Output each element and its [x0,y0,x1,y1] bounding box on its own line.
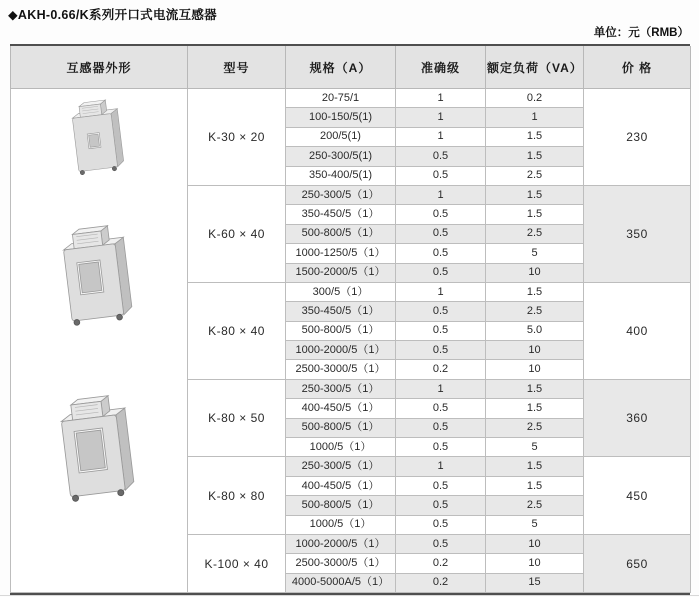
spec-table-wrap [10,44,690,595]
spec-cell: 1000-2000/5（1） [286,534,396,553]
model-cell: K-30 × 20 [188,89,286,186]
model-cell: K-80 × 50 [188,379,286,457]
spec-cell: 2500-3000/5（1） [286,554,396,573]
load-cell: 0.2 [486,89,584,108]
accuracy-cell: 1 [396,379,486,398]
load-cell: 1.5 [486,127,584,146]
spec-cell: 100-150/5(1) [286,108,396,127]
load-cell: 10 [486,341,584,360]
load-cell: 10 [486,534,584,553]
spec-cell: 1000-1250/5（1） [286,244,396,263]
accuracy-cell: 0.5 [396,438,486,457]
load-cell: 5 [486,515,584,534]
unit-label: 单位：元（RMB） [593,27,689,39]
accuracy-cell: 0.5 [396,166,486,185]
load-cell: 1 [486,108,584,127]
price-cell: 450 [584,457,691,535]
accuracy-cell: 0.5 [396,147,486,166]
price-cell: 650 [584,534,691,592]
col-header-accuracy: 准确级 [396,46,486,89]
load-cell: 5 [486,244,584,263]
load-cell: 1.5 [486,205,584,224]
load-cell: 10 [486,263,584,282]
accuracy-cell: 1 [396,89,486,108]
ct-large-image-slot [52,387,147,512]
spec-cell: 500-800/5（1） [286,321,396,340]
spec-cell: 250-300/5（1） [286,379,396,398]
load-cell: 2.5 [486,418,584,437]
appearance-cell [11,89,188,593]
ct-large-image [52,387,147,509]
col-header-load: 额定负荷（VA） [486,46,584,89]
accuracy-cell: 0.5 [396,321,486,340]
model-cell: K-80 × 80 [188,457,286,535]
col-header-appearance: 互感器外形 [11,46,188,89]
accuracy-cell: 0.2 [396,360,486,379]
spec-table-body [11,89,691,593]
model-cell: K-100 × 40 [188,534,286,592]
load-cell: 2.5 [486,496,584,515]
table-row [11,89,691,108]
model-cell: K-80 × 40 [188,282,286,379]
accuracy-cell: 0.5 [396,205,486,224]
accuracy-cell: 1 [396,185,486,204]
load-cell: 1.5 [486,457,584,476]
spec-cell: 350-450/5（1） [286,205,396,224]
spec-table [10,46,691,593]
spec-cell: 1000/5（1） [286,515,396,534]
spec-cell: 1000-2000/5（1） [286,341,396,360]
accuracy-cell: 0.5 [396,399,486,418]
accuracy-cell: 0.5 [396,302,486,321]
load-cell: 2.5 [486,166,584,185]
price-cell: 400 [584,282,691,379]
price-cell: 350 [584,185,691,282]
accuracy-cell: 1 [396,127,486,146]
load-cell: 5 [486,438,584,457]
spec-cell: 400-450/5（1） [286,399,396,418]
accuracy-cell: 0.5 [396,496,486,515]
load-cell: 5.0 [486,321,584,340]
accuracy-cell: 0.5 [396,263,486,282]
col-header-price: 价 格 [584,46,691,89]
spec-cell: 1500-2000/5（1） [286,263,396,282]
ct-small-image-slot [63,95,135,182]
spec-cell: 350-400/5(1) [286,166,396,185]
spec-cell: 500-800/5（1） [286,224,396,243]
col-header-spec: 规格（A） [286,46,396,89]
load-cell: 2.5 [486,224,584,243]
load-cell: 10 [486,554,584,573]
load-cell: 1.5 [486,282,584,301]
spec-cell: 500-800/5（1） [286,496,396,515]
spec-cell: 500-800/5（1） [286,418,396,437]
load-cell: 1.5 [486,379,584,398]
bottom-rule [0,595,699,596]
load-cell: 1.5 [486,476,584,495]
spec-cell: 2500-3000/5（1） [286,360,396,379]
spec-cell: 250-300/5(1) [286,147,396,166]
load-cell: 1.5 [486,147,584,166]
accuracy-cell: 0.2 [396,573,486,592]
accuracy-cell: 0.5 [396,418,486,437]
accuracy-cell: 0.2 [396,554,486,573]
load-cell: 15 [486,573,584,592]
load-cell: 1.5 [486,399,584,418]
accuracy-cell: 1 [396,457,486,476]
accuracy-cell: 0.5 [396,515,486,534]
accuracy-cell: 0.5 [396,534,486,553]
price-cell: 230 [584,89,691,186]
price-cell: 360 [584,379,691,457]
spec-cell: 1000/5（1） [286,438,396,457]
spec-cell: 300/5（1） [286,282,396,301]
spec-cell: 250-300/5（1） [286,457,396,476]
load-cell: 1.5 [486,185,584,204]
model-cell: K-60 × 40 [188,185,286,282]
accuracy-cell: 0.5 [396,224,486,243]
col-header-model: 型号 [188,46,286,89]
accuracy-cell: 0.5 [396,244,486,263]
page-title: ◆AKH-0.66/K系列开口式电流互感器 [8,8,217,22]
ct-medium-image-slot [54,219,144,334]
ct-small-image [63,95,135,179]
spec-cell: 200/5(1) [286,127,396,146]
accuracy-cell: 0.5 [396,476,486,495]
ct-medium-image [54,219,144,331]
spec-cell: 400-450/5（1） [286,476,396,495]
spec-cell: 350-450/5（1） [286,302,396,321]
header-row [11,46,691,89]
spec-cell: 4000-5000A/5（1） [286,573,396,592]
accuracy-cell: 0.5 [396,341,486,360]
spec-cell: 20-75/1 [286,89,396,108]
accuracy-cell: 1 [396,282,486,301]
load-cell: 10 [486,360,584,379]
spec-cell: 250-300/5（1） [286,185,396,204]
load-cell: 2.5 [486,302,584,321]
accuracy-cell: 1 [396,108,486,127]
